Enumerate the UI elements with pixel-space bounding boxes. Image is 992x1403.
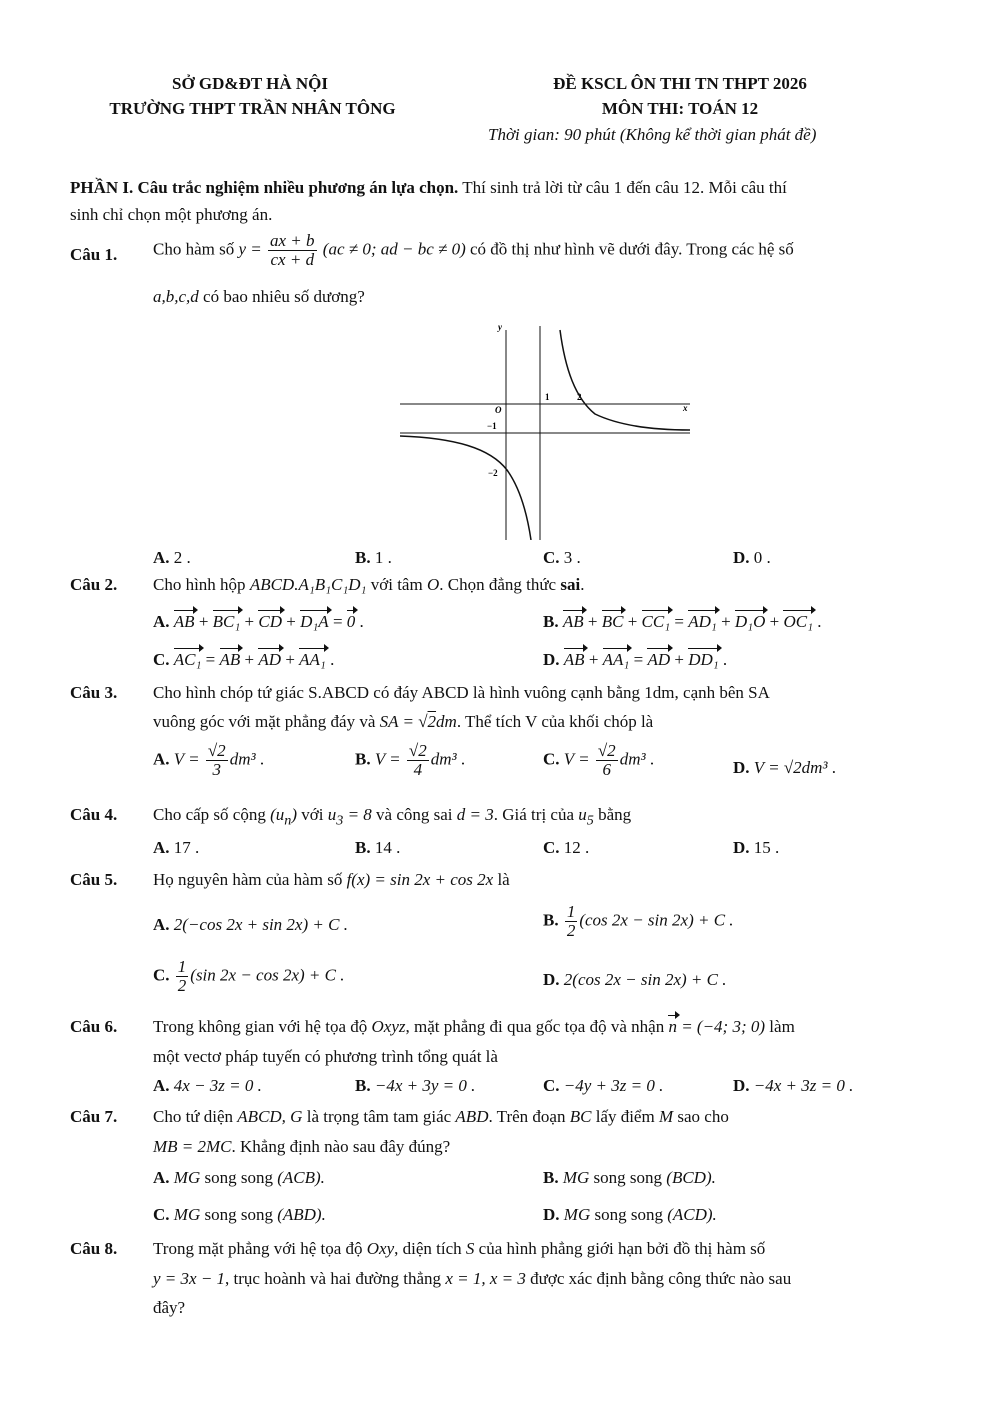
graph-tick-2: 2	[577, 392, 582, 402]
q6-label: Câu 6.	[70, 1017, 118, 1036]
q3-option-d[interactable]: D. V = √2dm³ .	[733, 758, 837, 777]
q3-stem-2: vuông góc với mặt phẳng đáy và SA = √2dm. Thể tích V của khối chóp là	[153, 712, 654, 731]
q2-option-c[interactable]: C. AC₁ = AB + AD + AA₁ .	[153, 650, 335, 669]
school-name: TRƯỜNG THPT TRẦN NHÂN TÔNG	[109, 99, 396, 118]
q1-text1: Cho hàm số	[153, 239, 235, 259]
q1-option-a[interactable]: A. 2 .	[153, 548, 191, 567]
q6-option-c[interactable]: C. −4y + 3z = 0 .	[543, 1076, 664, 1095]
q2-label: Câu 2.	[70, 575, 118, 594]
q2-option-a[interactable]: A. AB + BC₁ + CD + D₁A = 0 .	[153, 612, 364, 631]
q5-option-b[interactable]: B. $\frac{1}{2}$ (cos 2x − sin 2x) + C .	[543, 902, 734, 940]
q5-stem: Họ nguyên hàm của hàm số f(x) = sin 2x + cos 2x là	[153, 870, 510, 889]
q6-stem: Trong không gian với hệ tọa độ Oxyz, mặt phẳng đi qua gốc tọa độ và nhận n = (−4; 3; 0) làm	[153, 1017, 795, 1036]
q1-label: Câu 1.	[70, 245, 118, 264]
graph-x-label: x	[683, 403, 688, 413]
q2-option-b[interactable]: B. AB + BC + CC₁ = AD₁ + D₁O + OC₁ .	[543, 612, 822, 631]
q8-stem-2: y = 3x − 1, trục hoành và hai đường thẳng x = 1, x = 3 được xác định bằng công thức nào sau	[153, 1269, 792, 1288]
q7-stem: Cho tứ diện ABCD, G là trọng tâm tam giác ABD. Trên đoạn BC lấy điểm M sao cho	[153, 1107, 729, 1126]
q7-label: Câu 7.	[70, 1107, 118, 1126]
q5-option-c[interactable]: C. $\frac{1}{2}$ (sin 2x − cos 2x) + C .	[153, 957, 345, 995]
q4-stem: Cho cấp số cộng $(u_n)$ với $u_3 = 8$ và công sai d = 3. Giá trị của $u_5$ bằng	[153, 805, 632, 829]
q4-option-a[interactable]: A. 17 .	[153, 838, 200, 857]
q4-option-d[interactable]: D. 15 .	[733, 838, 780, 857]
exam-time: Thời gian: 90 phút (Không kể thời gian phát đề)	[488, 125, 817, 144]
q1-option-d[interactable]: D. 0 .	[733, 548, 771, 567]
q2-option-d[interactable]: D. AB + AA₁ = AD + DD₁ .	[543, 650, 728, 669]
q1-graph	[395, 318, 695, 540]
q8-stem: Trong mặt phẳng với hệ tọa độ Oxy, diện tích S của hình phẳng giới hạn bởi đồ thị hàm số	[153, 1239, 766, 1258]
q6-option-d[interactable]: D. −4x + 3z = 0 .	[733, 1076, 854, 1095]
part1-desc-2: sinh chỉ chọn một phương án.	[70, 205, 273, 224]
q8-stem-3: đây?	[153, 1298, 186, 1317]
q5-label: Câu 5.	[70, 870, 118, 889]
q1-option-c[interactable]: C. 3 .	[543, 548, 581, 567]
q7-stem-2: MB = 2MC. Khẳng định nào sau đây đúng?	[153, 1137, 451, 1156]
q1-formula: $\frac{ax + b}{cx + d}$	[270, 231, 315, 269]
q7-option-c[interactable]: C. MG song song (ABD).	[153, 1205, 326, 1224]
part1-title: PHẦN I. Câu trắc nghiệm nhiều phương án lựa chọn.	[70, 178, 459, 197]
q1-text2: có đồ thị như hình vẽ dưới đây. Trong các hệ số	[470, 239, 794, 259]
q8-label: Câu 8.	[70, 1239, 118, 1258]
graph-origin: O	[495, 405, 502, 415]
q1-stem: Cho hàm số y = $\frac{ax + b}{cx + d}$ (ac ≠ 0; ad − bc ≠ 0) có đồ thị như hình vẽ dưới đây. Trong các hệ số	[153, 231, 794, 269]
q3-label: Câu 3.	[70, 683, 118, 702]
q4-label: Câu 4.	[70, 805, 118, 824]
q3-option-c[interactable]: C. V = $\frac{√2}{6}$ dm³ .	[543, 741, 655, 779]
q3-stem: Cho hình chóp tứ giác S.ABCD có đáy ABCD là hình vuông cạnh bằng 1dm, cạnh bên SA	[153, 683, 770, 702]
part1-heading	[70, 178, 787, 198]
q5-option-a[interactable]: A. 2(−cos 2x + sin 2x) + C .	[153, 915, 348, 934]
graph-tick-m2: −2	[488, 468, 498, 478]
q4-option-c[interactable]: C. 12 .	[543, 838, 590, 857]
exam-subject: MÔN THI: TOÁN 12	[601, 99, 759, 118]
graph-tick-1: 1	[545, 392, 550, 402]
q5-option-d[interactable]: D. 2(cos 2x − sin 2x) + C .	[543, 970, 727, 989]
q1-vars: a,b,c,d	[153, 287, 199, 306]
q4-option-b[interactable]: B. 14 .	[355, 838, 401, 857]
exam-title: ĐỀ KSCL ÔN THI TN THPT 2026	[553, 74, 807, 93]
graph-tick-m1: −1	[487, 421, 497, 431]
q6-stem-2: một vectơ pháp tuyến có phương trình tổng quát là	[153, 1047, 498, 1066]
q2-stem: Cho hình hộp ABCD.A₁B₁C₁D₁ với tâm O. Chọn đẳng thức sai.	[153, 575, 585, 594]
school-dept: SỞ GD&ĐT HÀ NỘI	[171, 74, 328, 93]
q6-option-a[interactable]: A. 4x − 3z = 0 .	[153, 1076, 262, 1095]
q1-cond: (ac ≠ 0; ad − bc ≠ 0)	[322, 239, 466, 259]
q7-option-d[interactable]: D. MG song song (ACD).	[543, 1205, 717, 1224]
q1-option-b[interactable]: B. 1 .	[355, 548, 392, 567]
q7-option-b[interactable]: B. MG song song (BCD).	[543, 1168, 716, 1187]
q3-option-a[interactable]: A. V = $\frac{√2}{3}$ dm³ .	[153, 741, 265, 779]
graph-y-label: y	[498, 322, 502, 332]
q3-option-b[interactable]: B. V = $\frac{√2}{4}$ dm³ .	[355, 741, 466, 779]
q1-stem-2	[153, 287, 365, 307]
q1-text3: có bao nhiêu số dương?	[203, 287, 365, 306]
part1-desc: Thí sinh trả lời từ câu 1 đến câu 12. Mỗi câu thí	[458, 178, 787, 197]
q6-option-b[interactable]: B. −4x + 3y = 0 .	[355, 1076, 476, 1095]
q7-option-a[interactable]: A. MG song song (ACB).	[153, 1168, 325, 1187]
